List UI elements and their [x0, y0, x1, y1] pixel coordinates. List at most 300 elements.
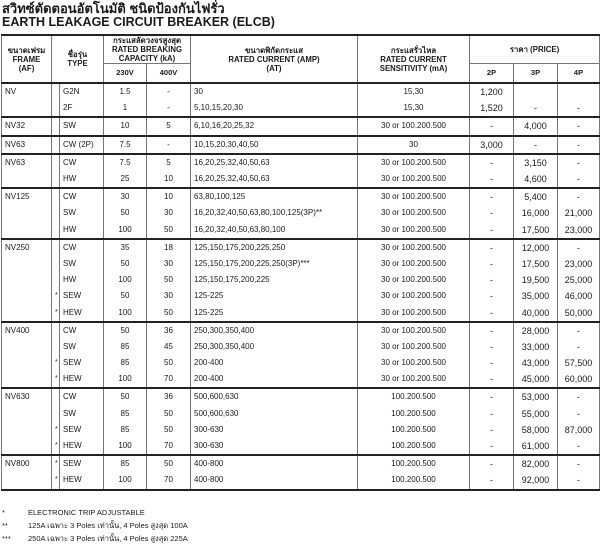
cell-price-4p: - — [558, 406, 600, 422]
cell-capacity-230v: 100 — [104, 222, 147, 239]
cell-type: SW — [60, 339, 104, 355]
cell-electronic-mark — [52, 256, 60, 272]
cell-price-3p: - — [514, 136, 558, 154]
cell-capacity-400v: 70 — [147, 438, 191, 455]
cell-price-3p: 4,600 — [514, 171, 558, 188]
cell-sensitivity: 30 or 100.200.500 — [358, 371, 470, 388]
footnote — [2, 532, 188, 545]
cell-capacity-230v: 50 — [104, 205, 147, 221]
cell-type: G2N — [60, 83, 104, 100]
cell-frame — [2, 100, 52, 117]
cell-rated-current: 500,600,630 — [191, 406, 358, 422]
table-row — [2, 322, 600, 339]
cell-price-4p: 87,000 — [558, 422, 600, 438]
cell-frame — [2, 438, 52, 455]
table-row — [2, 117, 600, 135]
table-row — [2, 288, 600, 304]
cell-price-3p: 61,000 — [514, 438, 558, 455]
cell-capacity-400v: 5 — [147, 154, 191, 171]
cell-rated-current: 63,80,100,125 — [191, 188, 358, 205]
cell-frame — [2, 272, 52, 288]
header-2p: 2P — [470, 64, 514, 84]
page-title-english: EARTH LEAKAGE CIRCUIT BREAKER (ELCB) — [2, 15, 275, 29]
cell-price-4p: - — [558, 154, 600, 171]
header-230v: 230V — [104, 64, 147, 84]
cell-price-3p: 33,000 — [514, 339, 558, 355]
cell-price-3p: 16,000 — [514, 205, 558, 221]
table-row — [2, 205, 600, 221]
footnote-text: ELECTRONIC TRIP ADJUSTABLE — [28, 508, 145, 517]
cell-electronic-mark — [52, 171, 60, 188]
header-breaking-english-2: CAPACITY (kA) — [118, 54, 176, 63]
cell-rated-current: 16,20,32,40,50,63,80,100 — [191, 222, 358, 239]
cell-capacity-400v: 30 — [147, 256, 191, 272]
cell-price-3p: 40,000 — [514, 304, 558, 321]
cell-price-3p: 92,000 — [514, 472, 558, 489]
table-row — [2, 136, 600, 154]
header-breaking-capacity — [104, 35, 191, 64]
header-breaking-english-1: RATED BREAKING — [111, 45, 183, 54]
cell-price-3p: - — [514, 100, 558, 117]
cell-capacity-230v: 10 — [104, 117, 147, 135]
cell-electronic-mark — [52, 188, 60, 205]
cell-price-2p: - — [470, 288, 514, 304]
cell-price-2p: - — [470, 422, 514, 438]
cell-type: HEW — [60, 304, 104, 321]
cell-rated-current: 30 — [191, 83, 358, 100]
cell-frame: NV63 — [2, 154, 52, 171]
cell-rated-current: 5,10,15,20,30 — [191, 100, 358, 117]
cell-capacity-400v: 30 — [147, 288, 191, 304]
cell-rated-current: 16,20,25,32,40,50,63 — [191, 171, 358, 188]
cell-price-4p — [558, 83, 600, 100]
table-row — [2, 406, 600, 422]
cell-rated-current: 10,15,20,30,40,50 — [191, 136, 358, 154]
cell-sensitivity: 30 or 100.200.500 — [358, 205, 470, 221]
cell-rated-current: 125,150,175,200,225,250(3P)*** — [191, 256, 358, 272]
cell-frame: NV32 — [2, 117, 52, 135]
cell-price-4p: - — [558, 388, 600, 405]
header-type-thai: ชื่อรุ่น — [67, 50, 88, 59]
cell-sensitivity: 30 or 100.200.500 — [358, 239, 470, 256]
cell-frame — [2, 222, 52, 239]
cell-rated-current: 200-400 — [191, 355, 358, 371]
cell-capacity-230v: 85 — [104, 355, 147, 371]
cell-price-4p: 21,000 — [558, 205, 600, 221]
cell-capacity-400v: 18 — [147, 239, 191, 256]
cell-electronic-mark — [52, 239, 60, 256]
cell-price-4p: - — [558, 117, 600, 135]
cell-capacity-230v: 50 — [104, 322, 147, 339]
header-sensitivity-english-1: RATED CURRENT — [380, 54, 447, 64]
cell-price-4p: 50,000 — [558, 304, 600, 321]
cell-price-2p: - — [470, 304, 514, 321]
cell-price-4p: - — [558, 100, 600, 117]
cell-price-4p: - — [558, 455, 600, 472]
cell-capacity-400v: 30 — [147, 205, 191, 221]
cell-rated-current: 125,150,175,200,225,250 — [191, 239, 358, 256]
cell-price-4p: - — [558, 472, 600, 489]
cell-capacity-230v: 50 — [104, 388, 147, 405]
cell-price-3p: 17,500 — [514, 256, 558, 272]
cell-price-4p: - — [558, 188, 600, 205]
cell-rated-current: 125,150,175,200,225 — [191, 272, 358, 288]
cell-capacity-230v: 100 — [104, 438, 147, 455]
cell-price-3p: 58,000 — [514, 422, 558, 438]
cell-frame — [2, 422, 52, 438]
cell-type: SW — [60, 406, 104, 422]
cell-capacity-400v: 50 — [147, 355, 191, 371]
cell-price-3p — [514, 83, 558, 100]
cell-sensitivity: 15,30 — [358, 83, 470, 100]
cell-price-3p: 43,000 — [514, 355, 558, 371]
cell-price-2p: - — [470, 171, 514, 188]
table-row — [2, 455, 600, 472]
footnote-text: 125A เฉพาะ 3 Poles เท่านั้น, 4 Poles สูงสุด 100A — [28, 521, 188, 530]
cell-type: HEW — [60, 371, 104, 388]
cell-capacity-400v: 50 — [147, 272, 191, 288]
cell-price-2p: - — [470, 371, 514, 388]
cell-sensitivity: 100.200.500 — [358, 406, 470, 422]
cell-price-4p: 60,000 — [558, 371, 600, 388]
header-frame — [2, 35, 52, 83]
cell-type: SW — [60, 117, 104, 135]
cell-price-2p: 1,200 — [470, 83, 514, 100]
cell-price-2p: - — [470, 406, 514, 422]
cell-price-2p: 3,000 — [470, 136, 514, 154]
cell-capacity-400v: - — [147, 136, 191, 154]
cell-rated-current: 16,20,25,32,40,50,63 — [191, 154, 358, 171]
cell-frame: NV125 — [2, 188, 52, 205]
cell-capacity-400v: 10 — [147, 171, 191, 188]
cell-electronic-mark — [52, 272, 60, 288]
header-400v: 400V — [147, 64, 191, 84]
cell-price-3p: 55,000 — [514, 406, 558, 422]
table-header — [2, 35, 600, 83]
cell-sensitivity: 100.200.500 — [358, 455, 470, 472]
cell-type: CW — [60, 188, 104, 205]
cell-price-2p: - — [470, 117, 514, 135]
table-row — [2, 239, 600, 256]
cell-price-2p: - — [470, 239, 514, 256]
table-row — [2, 100, 600, 117]
cell-frame — [2, 406, 52, 422]
table-row — [2, 188, 600, 205]
cell-sensitivity: 30 or 100.200.500 — [358, 355, 470, 371]
cell-rated-current: 125-225 — [191, 288, 358, 304]
cell-capacity-230v: 1 — [104, 100, 147, 117]
cell-price-4p: - — [558, 171, 600, 188]
cell-frame: NV800 — [2, 455, 52, 472]
cell-price-3p: 28,000 — [514, 322, 558, 339]
cell-rated-current: 125-225 — [191, 304, 358, 321]
cell-price-3p: 4,000 — [514, 117, 558, 135]
cell-capacity-400v: 70 — [147, 371, 191, 388]
cell-type: SEW — [60, 422, 104, 438]
cell-frame: NV — [2, 83, 52, 100]
cell-rated-current: 16,20,32,40,50,63,80,100,125(3P)** — [191, 205, 358, 221]
cell-electronic-mark — [52, 83, 60, 100]
cell-capacity-400v: 50 — [147, 222, 191, 239]
cell-frame: NV250 — [2, 239, 52, 256]
cell-rated-current: 400-800 — [191, 472, 358, 489]
cell-price-4p: - — [558, 239, 600, 256]
cell-price-2p: - — [470, 222, 514, 239]
cell-electronic-mark — [52, 406, 60, 422]
page-title-thai: สวิทซ์ตัดตอนอัตโนมัติ ชนิดป้องกันไฟรั่ว — [2, 1, 225, 16]
table-row — [2, 154, 600, 171]
cell-price-2p: - — [470, 339, 514, 355]
cell-sensitivity: 100.200.500 — [358, 472, 470, 489]
cell-rated-current: 500,600,630 — [191, 388, 358, 405]
header-current-unit: (AT) — [266, 63, 282, 73]
cell-electronic-mark — [52, 205, 60, 221]
cell-rated-current: 300-630 — [191, 422, 358, 438]
cell-type: SEW — [60, 288, 104, 304]
header-type — [52, 35, 104, 83]
cell-capacity-230v: 30 — [104, 188, 147, 205]
table-row — [2, 339, 600, 355]
footnote-text: 250A เฉพาะ 3 Poles เท่านั้น, 4 Poles สูงสุด 225A — [28, 534, 188, 543]
cell-sensitivity: 30 or 100.200.500 — [358, 222, 470, 239]
cell-capacity-400v: 45 — [147, 339, 191, 355]
header-breaking-thai: กระแสลัดวงจรสูงสุด — [112, 36, 182, 45]
table-row — [2, 222, 600, 239]
cell-sensitivity: 30 or 100.200.500 — [358, 171, 470, 188]
cell-capacity-400v: - — [147, 100, 191, 117]
header-sensitivity-thai: กระแสรั่วไหล — [390, 45, 437, 55]
cell-type: CW — [60, 239, 104, 256]
header-3p: 3P — [514, 64, 558, 84]
cell-electronic-mark: * — [52, 422, 60, 438]
elcb-price-table — [1, 34, 600, 491]
cell-capacity-230v: 85 — [104, 406, 147, 422]
table-row — [2, 171, 600, 188]
cell-price-2p: - — [470, 438, 514, 455]
header-current-english: RATED CURRENT (AMP) — [228, 54, 320, 64]
cell-price-4p: 23,000 — [558, 256, 600, 272]
cell-price-3p: 3,150 — [514, 154, 558, 171]
cell-price-3p: 53,000 — [514, 388, 558, 405]
cell-price-2p: - — [470, 472, 514, 489]
cell-rated-current: 400-800 — [191, 455, 358, 472]
cell-frame — [2, 371, 52, 388]
cell-frame — [2, 355, 52, 371]
cell-capacity-400v: 36 — [147, 322, 191, 339]
cell-price-2p: - — [470, 205, 514, 221]
cell-capacity-230v: 100 — [104, 371, 147, 388]
cell-capacity-400v: 50 — [147, 304, 191, 321]
cell-rated-current: 250,300,350,400 — [191, 339, 358, 355]
cell-sensitivity: 30 or 100.200.500 — [358, 288, 470, 304]
cell-capacity-400v: 36 — [147, 388, 191, 405]
cell-price-4p: - — [558, 136, 600, 154]
cell-electronic-mark: * — [52, 304, 60, 321]
cell-capacity-400v: 50 — [147, 455, 191, 472]
header-current-thai: ขนาดพิกัดกระแส — [245, 45, 303, 55]
cell-type: SEW — [60, 455, 104, 472]
cell-rated-current: 300-630 — [191, 438, 358, 455]
cell-capacity-400v: 50 — [147, 406, 191, 422]
header-price: ราคา (PRICE) — [470, 35, 600, 64]
cell-frame — [2, 304, 52, 321]
cell-rated-current: 200-400 — [191, 371, 358, 388]
cell-price-4p: - — [558, 322, 600, 339]
header-sensitivity — [358, 35, 470, 83]
cell-capacity-230v: 100 — [104, 472, 147, 489]
cell-capacity-230v: 100 — [104, 304, 147, 321]
cell-capacity-230v: 100 — [104, 272, 147, 288]
cell-type: CW — [60, 322, 104, 339]
cell-capacity-230v: 85 — [104, 339, 147, 355]
cell-electronic-mark — [52, 100, 60, 117]
cell-frame — [2, 171, 52, 188]
cell-price-2p: - — [470, 256, 514, 272]
cell-type: SW — [60, 205, 104, 221]
cell-frame: NV400 — [2, 322, 52, 339]
table-row — [2, 355, 600, 371]
table-row — [2, 422, 600, 438]
cell-frame: NV630 — [2, 388, 52, 405]
cell-capacity-230v: 50 — [104, 288, 147, 304]
cell-price-4p: 25,000 — [558, 272, 600, 288]
header-rated-current — [191, 35, 358, 83]
cell-price-4p: 46,000 — [558, 288, 600, 304]
cell-type: HEW — [60, 472, 104, 489]
cell-price-3p: 82,000 — [514, 455, 558, 472]
cell-type: SW — [60, 256, 104, 272]
cell-capacity-230v: 85 — [104, 422, 147, 438]
cell-price-2p: - — [470, 322, 514, 339]
table-row — [2, 472, 600, 489]
table-row — [2, 304, 600, 321]
cell-electronic-mark: * — [52, 438, 60, 455]
table-row — [2, 438, 600, 455]
cell-frame: NV63 — [2, 136, 52, 154]
cell-capacity-230v: 7.5 — [104, 136, 147, 154]
table-body — [2, 83, 600, 490]
cell-frame — [2, 256, 52, 272]
cell-capacity-400v: - — [147, 83, 191, 100]
cell-price-2p: - — [470, 272, 514, 288]
cell-electronic-mark — [52, 322, 60, 339]
cell-price-2p: - — [470, 355, 514, 371]
cell-electronic-mark: * — [52, 371, 60, 388]
cell-sensitivity: 30 or 100.200.500 — [358, 117, 470, 135]
cell-sensitivity: 30 or 100.200.500 — [358, 339, 470, 355]
header-frame-unit: (AF) — [18, 63, 35, 73]
cell-price-4p: - — [558, 438, 600, 455]
cell-sensitivity: 30 — [358, 136, 470, 154]
cell-price-3p: 5,400 — [514, 188, 558, 205]
cell-capacity-230v: 50 — [104, 256, 147, 272]
cell-sensitivity: 100.200.500 — [358, 388, 470, 405]
cell-sensitivity: 100.200.500 — [358, 438, 470, 455]
table-row — [2, 388, 600, 405]
cell-capacity-400v: 10 — [147, 188, 191, 205]
cell-type: HW — [60, 171, 104, 188]
cell-type: CW — [60, 388, 104, 405]
cell-price-4p: - — [558, 339, 600, 355]
cell-capacity-230v: 7.5 — [104, 154, 147, 171]
cell-price-2p: 1,520 — [470, 100, 514, 117]
footnote-mark: *** — [2, 534, 11, 543]
cell-electronic-mark: * — [52, 455, 60, 472]
cell-sensitivity: 30 or 100.200.500 — [358, 154, 470, 171]
cell-sensitivity: 30 or 100.200.500 — [358, 304, 470, 321]
cell-electronic-mark: * — [52, 288, 60, 304]
cell-price-2p: - — [470, 154, 514, 171]
footnote-mark: * — [2, 508, 5, 517]
cell-price-2p: - — [470, 388, 514, 405]
cell-capacity-230v: 1.5 — [104, 83, 147, 100]
table-row — [2, 83, 600, 100]
cell-frame — [2, 472, 52, 489]
cell-price-3p: 35,000 — [514, 288, 558, 304]
header-sensitivity-english-2: SENSITIVITY (mA) — [379, 63, 448, 73]
cell-price-3p: 45,000 — [514, 371, 558, 388]
footnote — [2, 506, 188, 519]
cell-type: SEW — [60, 355, 104, 371]
table-row — [2, 272, 600, 288]
cell-capacity-230v: 85 — [104, 455, 147, 472]
cell-sensitivity: 30 or 100.200.500 — [358, 188, 470, 205]
cell-rated-current: 250,300,350,400 — [191, 322, 358, 339]
cell-price-3p: 17,500 — [514, 222, 558, 239]
table-row — [2, 256, 600, 272]
cell-price-3p: 12,000 — [514, 239, 558, 256]
cell-price-4p: 23,000 — [558, 222, 600, 239]
footnotes — [2, 506, 188, 545]
cell-sensitivity: 30 or 100.200.500 — [358, 256, 470, 272]
cell-capacity-400v: 5 — [147, 117, 191, 135]
cell-type: HEW — [60, 438, 104, 455]
cell-sensitivity: 30 or 100.200.500 — [358, 322, 470, 339]
cell-sensitivity: 30 or 100.200.500 — [358, 272, 470, 288]
cell-electronic-mark — [52, 388, 60, 405]
cell-capacity-400v: 70 — [147, 472, 191, 489]
cell-electronic-mark — [52, 117, 60, 135]
cell-electronic-mark — [52, 136, 60, 154]
cell-electronic-mark — [52, 154, 60, 171]
cell-electronic-mark — [52, 222, 60, 239]
cell-price-2p: - — [470, 455, 514, 472]
cell-type: CW — [60, 154, 104, 171]
cell-rated-current: 6,10,16,20,25,32 — [191, 117, 358, 135]
cell-price-3p: 19,500 — [514, 272, 558, 288]
cell-type: HW — [60, 272, 104, 288]
header-4p: 4P — [558, 64, 600, 84]
footnote-mark: ** — [2, 521, 8, 530]
cell-electronic-mark — [52, 339, 60, 355]
header-frame-english: FRAME — [12, 54, 41, 64]
cell-capacity-230v: 35 — [104, 239, 147, 256]
cell-price-2p: - — [470, 188, 514, 205]
cell-price-4p: 57,500 — [558, 355, 600, 371]
cell-frame — [2, 339, 52, 355]
cell-electronic-mark: * — [52, 472, 60, 489]
footnote — [2, 519, 188, 532]
header-type-english: TYPE — [67, 59, 88, 68]
cell-frame — [2, 288, 52, 304]
cell-type: HW — [60, 222, 104, 239]
cell-sensitivity: 100.200.500 — [358, 422, 470, 438]
cell-electronic-mark: * — [52, 355, 60, 371]
table-row — [2, 371, 600, 388]
cell-frame — [2, 205, 52, 221]
header-frame-thai: ขนาดเฟรม — [7, 45, 46, 55]
cell-sensitivity: 15,30 — [358, 100, 470, 117]
